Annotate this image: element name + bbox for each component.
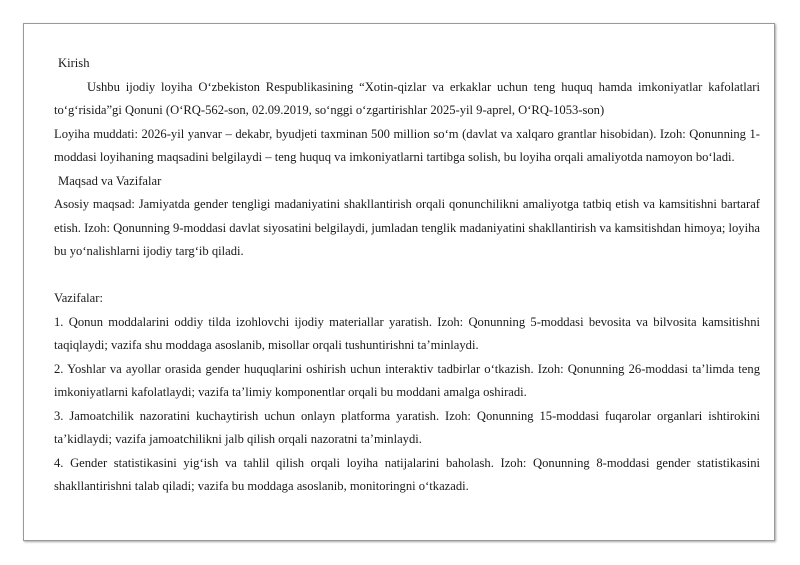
- task-item-1: 1. Qonun moddalarini oddiy tilda izohlovchi ijodiy materiallar yaratish. Izoh: Qonunning 5-moddasi bevosita va bilvosita kamsitishni taqiqlaydi; vazifa shu moddaga asoslanib, misollar orqali tushuntirishni ta’minlaydi.: [54, 314, 760, 352]
- task-item-4: 4. Gender statistikasini yig‘ish va tahlil qilish orqali loyiha natijalarini baholash. Izoh: Qonunning 8-moddasi gender statistikasini shakllantirishni talab qiladi; vazifa bu moddaga asoslanib, monitoringni o‘tkazadi.: [54, 455, 760, 493]
- duration-paragraph: Loyiha muddati: 2026-yil yanvar – dekabr, byudjeti taxminan 500 million so‘m (davlat va xalqaro grantlar hisobidan). Izoh: Qonunning 1-moddasi loyihaning maqsadini belgilaydi – teng huquq va imkoniyatlarni tartibga solish, bu loyiha orqali amaliyotda namoyon bo‘ladi.: [54, 126, 760, 164]
- task-item-2: 2. Yoshlar va ayollar orasida gender huquqlarini oshirish uchun interaktiv tadbirlar o‘tkazish. Izoh: Qonunning 26-moddasi ta’limda teng imkoniyatlarni kafolatlaydi; vazifa ta’limiy komponentlar orqali bu moddani amalga oshiradi.: [54, 361, 760, 399]
- intro-paragraph: Ushbu ijodiy loyiha O‘zbekiston Respublikasining “Xotin-qizlar va erkaklar uchun teng huquq hamda imkoniyatlar kafolatlari to‘g‘risida”gi Qonuni (O‘RQ-562-son, 02.09.2019, so‘nggi o‘zgartirishlar 2025-yil 9-aprel, O‘RQ-1053-son): [54, 79, 760, 117]
- empty-line: [54, 264, 760, 288]
- document-body: [54, 52, 760, 499]
- task-item-3: 3. Jamoatchilik nazoratini kuchaytirish uchun onlayn platforma yaratish. Izoh: Qonunning 15-moddasi fuqarolar organlari ishtirokini ta’kidlaydi; vazifa jamoatchilikni jalb qilish orqali nazoratni ta’minlaydi.: [54, 408, 760, 446]
- main-goal-paragraph: Asosiy maqsad: Jamiyatda gender tengligi madaniyatini shakllantirish orqali qonunchilikni amaliyotga tatbiq etish va kamsitishni bartaraf etish. Izoh: Qonunning 9-moddasi davlat siyosatini belgilaydi, jumladan tenglik madaniyatini shakllantirish va kamsitishdan himoya; loyiha bu yo‘nalishlarni ijodiy targ‘ib qiladi.: [54, 197, 760, 258]
- document-page: [23, 23, 775, 541]
- section-heading-goals: Maqsad va Vazifalar: [58, 173, 162, 188]
- tasks-heading: Vazifalar:: [54, 291, 103, 305]
- section-heading-intro: Kirish: [58, 56, 90, 70]
